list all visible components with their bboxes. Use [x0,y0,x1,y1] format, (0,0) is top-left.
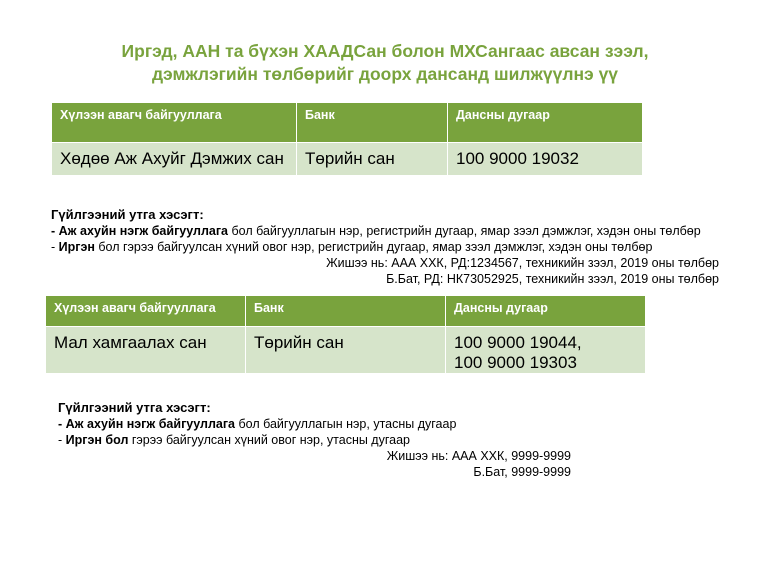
title-line-2: дэмжлэгийн төлбөрийг доорх дансанд шилжүүлнэ үү [151,64,619,84]
note-heading: Гүйлгээний утга хэсэгт: [58,400,211,415]
column-header-bank: Банк [246,296,446,327]
title-line-1: Иргэд, ААН та бүхэн ХААДСан болон МХСангаас авсан зээл, [121,41,649,61]
note-example-1: Жишээ нь: ААА ХХК, 9999-9999 [386,449,571,463]
note-example-2: Б.Бат, РД: НК73052925, техникийн зээл, 2019 оны төлбөр [386,272,719,286]
column-header-account: Дансны дугаар [446,296,646,327]
recipient-cell: Мал хамгаалах сан [46,327,246,374]
column-header-recipient: Хүлээн авагч байгууллага [46,296,246,327]
bank-cell: Төрийн сан [297,143,448,176]
account-cell [446,327,646,374]
payment-note-2 [58,400,571,480]
note-example-1: Жишээ нь: ААА ХХК, РД:1234567, техникийн зээл, 2019 оны төлбөр [326,256,719,270]
account-cell: 100 9000 19032 [448,143,643,176]
account-table-mhsan [45,295,646,374]
note-line-citizen: - Иргэн бол гэрээ байгуулсан хүний овог нэр, утасны дугаар [58,433,410,447]
column-header-recipient: Хүлээн авагч байгууллага [52,103,297,143]
table-row [46,327,646,374]
table-header-row [46,296,646,327]
page-title [0,40,770,86]
note-line-organization: - Аж ахуйн нэгж байгууллага бол байгууллагын нэр, утасны дугаар [58,417,457,431]
column-header-bank: Банк [297,103,448,143]
table-header-row [52,103,643,143]
note-line-organization: - Аж ахуйн нэгж байгууллага бол байгууллагын нэр, регистрийн дугаар, ямар зээл дэмжлэг, хэдэн оны төлбөр [51,224,701,238]
note-heading: Гүйлгээний утга хэсэгт: [51,207,204,222]
bank-cell: Төрийн сан [246,327,446,374]
payment-note-1 [51,207,719,287]
note-line-citizen: - Иргэн бол гэрээ байгуулсан хүний овог нэр, регистрийн дугаар, ямар зээл дэмжлэг, хэдэн оны төлбөр [51,240,653,254]
account-number-1: 100 9000 19044, [454,333,582,352]
account-table-haadsan [51,102,643,176]
note-example-2: Б.Бат, 9999-9999 [473,465,571,479]
account-number-2: 100 9000 19303 [454,353,577,372]
recipient-cell: Хөдөө Аж Ахуйг Дэмжих сан [52,143,297,176]
column-header-account: Дансны дугаар [448,103,643,143]
table-row [52,143,643,176]
